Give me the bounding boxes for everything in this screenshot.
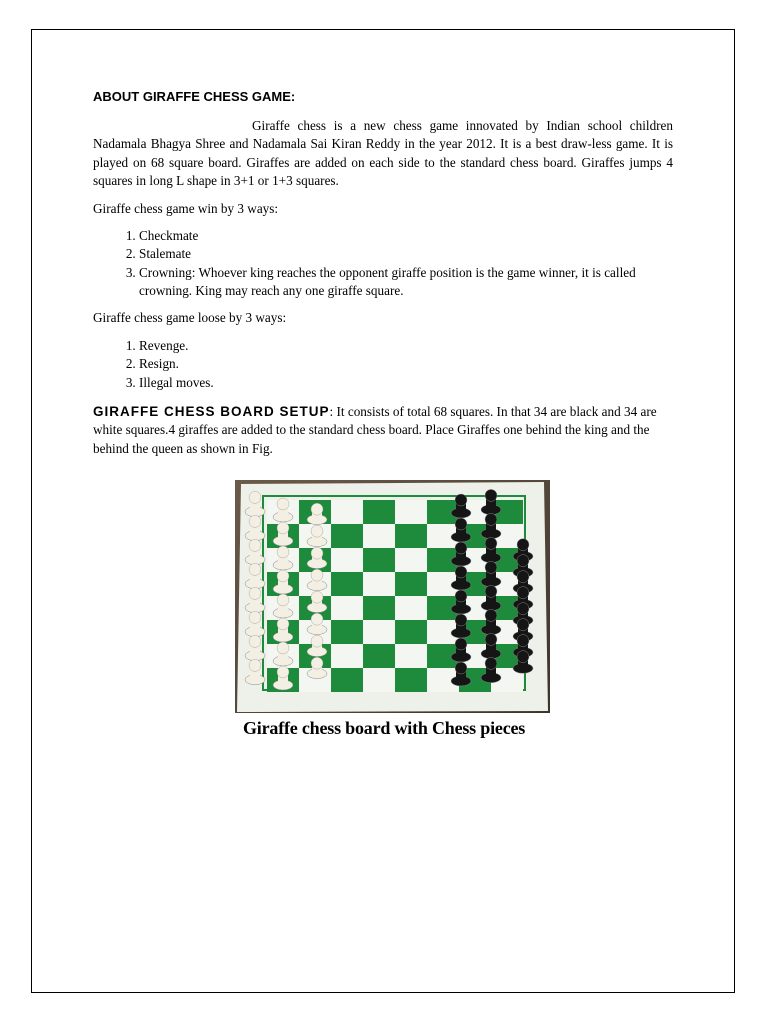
board-square — [363, 572, 395, 596]
lose-intro: Giraffe chess game loose by 3 ways: — [93, 310, 287, 325]
figure-caption: Giraffe chess board with Chess pieces — [243, 718, 526, 738]
board-square — [395, 668, 427, 692]
board-square — [363, 668, 395, 692]
list-item: 2. Resign. — [139, 355, 673, 373]
board-square — [395, 596, 427, 620]
board-square — [331, 596, 363, 620]
board-square — [331, 500, 363, 524]
board-square — [331, 572, 363, 596]
chess-board-image — [235, 480, 550, 713]
board-square — [395, 572, 427, 596]
list-item: 2. Stalemate — [139, 245, 673, 263]
list-item: 3. Illegal moves. — [139, 374, 673, 392]
list-item: 1. Checkmate — [139, 227, 673, 245]
board-square — [363, 596, 395, 620]
board-square — [395, 620, 427, 644]
board-square — [395, 644, 427, 668]
board-square — [363, 548, 395, 572]
lose-list — [93, 337, 673, 392]
setup-paragraph — [93, 403, 673, 458]
list-item: 1. Revenge. — [139, 337, 673, 355]
win-list — [93, 227, 673, 301]
board-square — [363, 500, 395, 524]
board-square — [395, 524, 427, 548]
board-square — [331, 644, 363, 668]
board-square — [331, 620, 363, 644]
board-square — [363, 620, 395, 644]
board-square — [395, 548, 427, 572]
chess-board-photo — [235, 480, 550, 713]
board-squares — [267, 500, 523, 692]
board-square — [331, 524, 363, 548]
intro-paragraph: Giraffe chess is a new chess game innovated by Indian school children Nadamala Bhagya Shree and Nadamala Sai Kiran Reddy in the year 2012. It is a best draw-less game. It is played on 68 square board. Giraffes are added on each side to the standard chess board. Giraffes jumps 4 squares in long L shape in 3+1 or 1+3 squares. — [93, 118, 673, 189]
win-intro: Giraffe chess game win by 3 ways: — [93, 201, 279, 216]
board-square — [331, 548, 363, 572]
about-heading: ABOUT GIRAFFE CHESS GAME: — [93, 89, 296, 104]
board-square — [395, 500, 427, 524]
setup-text: : It consists of total 68 squares. In that 34 are black and 34 are white squares.4 giraffes are added to the standard chess board. Place Giraffes one behind the king and the behind the queen as shown in Fig. — [93, 404, 657, 456]
list-item: 3. Crowning: Whoever king reaches the opponent giraffe position is the game winner, it is called crowning. King may reach any one giraffe square. — [139, 264, 673, 301]
board-square — [331, 668, 363, 692]
board-square — [363, 524, 395, 548]
board-square — [363, 644, 395, 668]
setup-title: GIRAFFE CHESS BOARD SETUP — [93, 404, 330, 419]
